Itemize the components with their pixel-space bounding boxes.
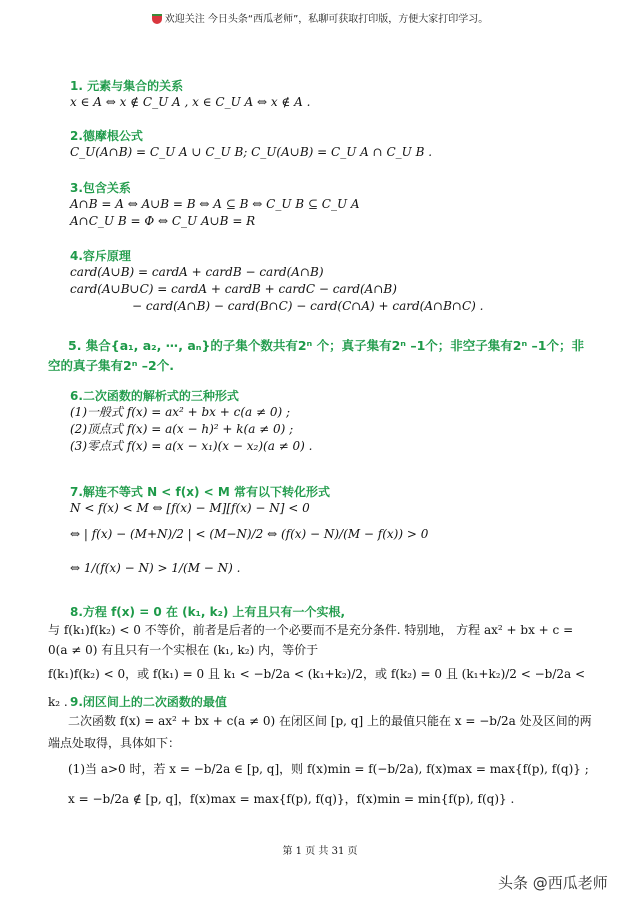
section-2-title: 2.德摩根公式	[70, 129, 143, 143]
header-note	[0, 10, 640, 25]
watermelon-icon	[152, 14, 162, 24]
section-8-title: 8.方程 f(x) = 0 在 (k₁, k₂) 上有且只有一个实根,	[70, 605, 346, 619]
section-4-line: card(A∪B∪C) = cardA + cardB + cardC − card(A∩B)	[70, 282, 397, 296]
section-4-line: card(A∪B) = cardA + cardB − card(A∩B)	[70, 265, 324, 279]
section-2	[70, 128, 432, 161]
section-2-line: C_U(A∩B) = C_U A ∪ C_U B; C_U(A∪B) = C_U A ∩ C_U B .	[70, 145, 433, 159]
section-7-line: N < f(x) < M ⇔ [f(x) − M][f(x) − N] < 0	[70, 501, 310, 515]
section-3	[70, 180, 360, 230]
section-7-line: ⇔ 1/(f(x) − N) > 1/(M − N) .	[70, 561, 241, 575]
section-8-line: f(k₁)f(k₂) < 0，或 f(k₁) = 0 且 k₁ < −b/2a < (k₁+k₂)/2，或 f(k₂) = 0 且 (k₁+k₂)/2 < −b/2a < k₂ .	[48, 667, 586, 709]
section-9	[48, 694, 596, 814]
section-3-line: A∩C_U B = Φ ⇔ C_U A∪B = R	[70, 214, 256, 228]
section-6-line: (3)零点式 f(x) = a(x − x₁)(x − x₂)(a ≠ 0) .	[70, 439, 313, 453]
section-7	[70, 484, 428, 585]
section-1	[70, 78, 310, 111]
section-6-title: 6.二次函数的解析式的三种形式	[70, 389, 239, 403]
section-6-line: (2)顶点式 f(x) = a(x − h)² + k(a ≠ 0) ;	[70, 422, 294, 436]
section-6	[70, 388, 312, 455]
section-4	[70, 248, 483, 315]
section-1-title: 1. 元素与集合的关系	[70, 79, 184, 93]
section-9-line: x = −b/2a ∉ [p, q]，f(x)max = max{f(p), f(q)}，f(x)min = min{f(p), f(q)} .	[68, 792, 515, 806]
section-9-line: (1)当 a>0 时，若 x = −b/2a ∈ [p, q]，则 f(x)min = f(−b/2a), f(x)max = max{f(p), f(q)} ;	[68, 762, 589, 776]
section-9-title: 9.闭区间上的二次函数的最值	[70, 695, 227, 709]
section-1-line: x ∈ A ⇔ x ∉ C_U A , x ∈ C_U A ⇔ x ∉ A .	[70, 95, 311, 109]
section-7-title: 7.解连不等式 N < f(x) < M 常有以下转化形式	[70, 485, 330, 499]
section-6-line: (1)一般式 f(x) = ax² + bx + c(a ≠ 0) ;	[70, 405, 291, 419]
watermark: 头条 @西瓜老师	[498, 874, 608, 892]
section-9-line: 二次函数 f(x) = ax² + bx + c(a ≠ 0) 在闭区间 [p, q] 上的最值只能在 x = −b/2a 处及区间的两端点处取得，具体如下：	[48, 714, 592, 750]
section-8-line: 与 f(k₁)f(k₂) < 0 不等价，前者是后者的一个必要而不是充分条件. 特别地， 方程 ax² + bx + c = 0(a ≠ 0) 有且只有一个实根在 (k₁, k₂) 内，等价于	[48, 623, 574, 657]
section-7-line: ⇔ | f(x) − (M+N)/2 | < (M−N)/2 ⇔ (f(x) − N)/(M − f(x)) > 0	[70, 527, 429, 541]
header-note-text: 欢迎关注 今日头条“西瓜老师”，私聊可获取打印版，方便大家打印学习。	[164, 14, 489, 25]
section-4-line: − card(A∩B) − card(B∩C) − card(C∩A) + card(A∩B∩C) .	[132, 299, 484, 313]
section-4-title: 4.容斥原理	[70, 249, 131, 263]
section-3-title: 3.包含关系	[70, 181, 131, 195]
page-footer: 第 1 页 共 31 页	[282, 846, 358, 857]
section-5-text: 5. 集合{a₁, a₂, ⋯, aₙ}的子集个数共有2ⁿ 个；真子集有2ⁿ –1个；非空子集有2ⁿ –1个；非空的真子集有2ⁿ –2个.	[48, 338, 584, 373]
section-3-line: A∩B = A ⇔ A∪B = B ⇔ A ⊆ B ⇔ C_U B ⊆ C_U A	[70, 197, 360, 211]
section-5	[48, 336, 593, 376]
